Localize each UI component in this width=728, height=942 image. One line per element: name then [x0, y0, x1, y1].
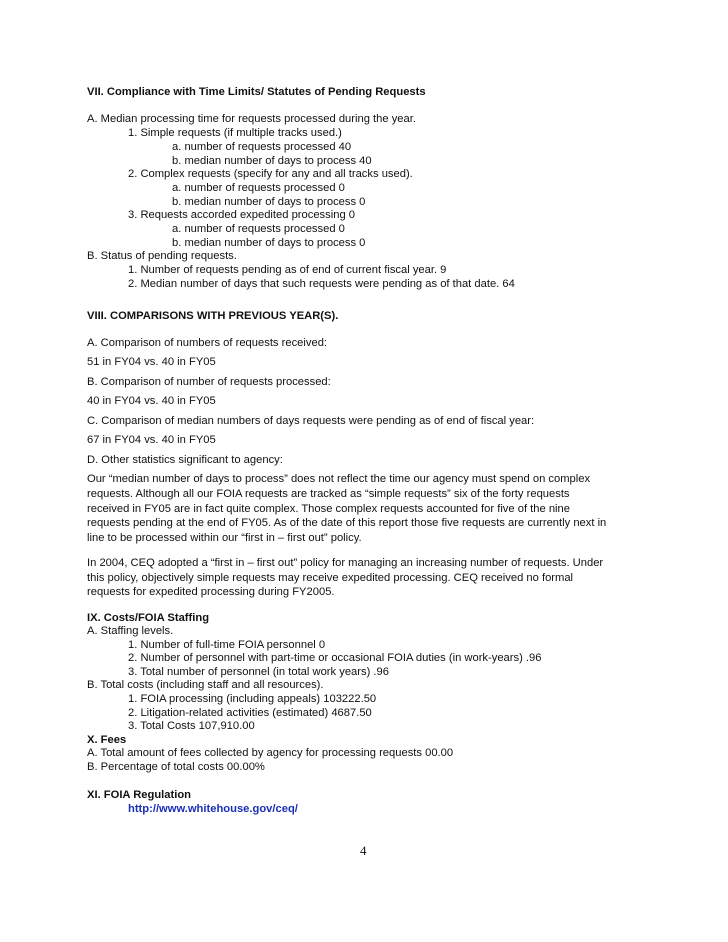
s7-item-a2a: a. number of requests processed 0 — [172, 182, 345, 194]
s9-item-b3: 3. Total Costs 107,910.00 — [128, 720, 255, 732]
paragraph-line: Our “median number of days to process” does not reflect the time our agency must spend on complex — [87, 473, 591, 485]
s7-item-a: A. Median processing time for requests processed during the year. — [87, 113, 416, 125]
paragraph-line: received in FY05 are in fact quite complex. Those complex requests accounted for five of the nine — [87, 503, 570, 515]
s10-item-a: A. Total amount of fees collected by agency for processing requests 00.00 — [87, 747, 454, 759]
s8-item-c: C. Comparison of median numbers of days requests were pending as of end of fiscal year: — [87, 415, 535, 427]
s8-item-b-value: 40 in FY04 vs. 40 in FY05 — [87, 395, 216, 407]
paragraph-line: requests. Although all our FOIA requests are tracked as “simple requests” six of the forty requests — [87, 488, 570, 500]
s8-item-d: D. Other statistics significant to agency: — [87, 454, 283, 466]
s9-item-a: A. Staffing levels. — [87, 625, 174, 637]
s9-item-b: B. Total costs (including staff and all resources). — [87, 679, 324, 691]
s7-item-a1: 1. Simple requests (if multiple tracks used.) — [128, 127, 342, 139]
s7-item-b2: 2. Median number of days that such requests were pending as of that date. 64 — [128, 278, 515, 290]
paragraph-line: In 2004, CEQ adopted a “first in – first out” policy for managing an increasing number of requests. Under — [87, 557, 604, 569]
s7-item-a1b: b. median number of days to process 40 — [172, 155, 372, 167]
section-vii-heading: VII. Compliance with Time Limits/ Statutes of Pending Requests — [87, 86, 426, 98]
paragraph-line: requests for expedited processing during FY2005. — [87, 586, 335, 598]
s7-item-a1a: a. number of requests processed 40 — [172, 141, 352, 153]
s10-item-b: B. Percentage of total costs 00.00% — [87, 761, 265, 773]
s8-item-c-value: 67 in FY04 vs. 40 in FY05 — [87, 434, 216, 446]
s7-item-b: B. Status of pending requests. — [87, 250, 237, 262]
s9-item-b2: 2. Litigation-related activities (estimated) 4687.50 — [128, 707, 372, 719]
section-viii-heading: VIII. COMPARISONS WITH PREVIOUS YEAR(S). — [87, 310, 339, 322]
s8-item-b: B. Comparison of number of requests processed: — [87, 376, 331, 388]
foia-regulation-link[interactable]: http://www.whitehouse.gov/ceq/ — [128, 803, 298, 815]
s7-item-a2: 2. Complex requests (specify for any and all tracks used). — [128, 168, 413, 180]
section-xi-heading: XI. FOIA Regulation — [87, 789, 192, 801]
paragraph-line: requests pending at the end of FY05. As of the date of this report those five requests are currently next in — [87, 517, 607, 529]
s8-item-a-value: 51 in FY04 vs. 40 in FY05 — [87, 356, 216, 368]
s7-item-a3: 3. Requests accorded expedited processing 0 — [128, 209, 356, 221]
s9-item-b1: 1. FOIA processing (including appeals) 103222.50 — [128, 693, 377, 705]
s7-item-a3a: a. number of requests processed 0 — [172, 223, 345, 235]
section-x-heading: X. Fees — [87, 734, 127, 746]
s9-item-a3: 3. Total number of personnel (in total work years) .96 — [128, 666, 389, 678]
paragraph-line: this policy, objectively simple requests may receive expedited processing. CEQ received no formal — [87, 572, 574, 584]
section-ix-heading: IX. Costs/FOIA Staffing — [87, 612, 210, 624]
paragraph-line: line to be processed within our “first in – first out” policy. — [87, 532, 362, 544]
s8-item-a: A. Comparison of numbers of requests received: — [87, 337, 328, 349]
s9-item-a1: 1. Number of full-time FOIA personnel 0 — [128, 639, 326, 651]
s7-item-b1: 1. Number of requests pending as of end of current fiscal year. 9 — [128, 264, 447, 276]
page-number: 4 — [360, 843, 367, 858]
s7-item-a2b: b. median number of days to process 0 — [172, 196, 366, 208]
s9-item-a2: 2. Number of personnel with part-time or occasional FOIA duties (in work-years) .96 — [128, 652, 542, 664]
s7-item-a3b: b. median number of days to process 0 — [172, 237, 366, 249]
